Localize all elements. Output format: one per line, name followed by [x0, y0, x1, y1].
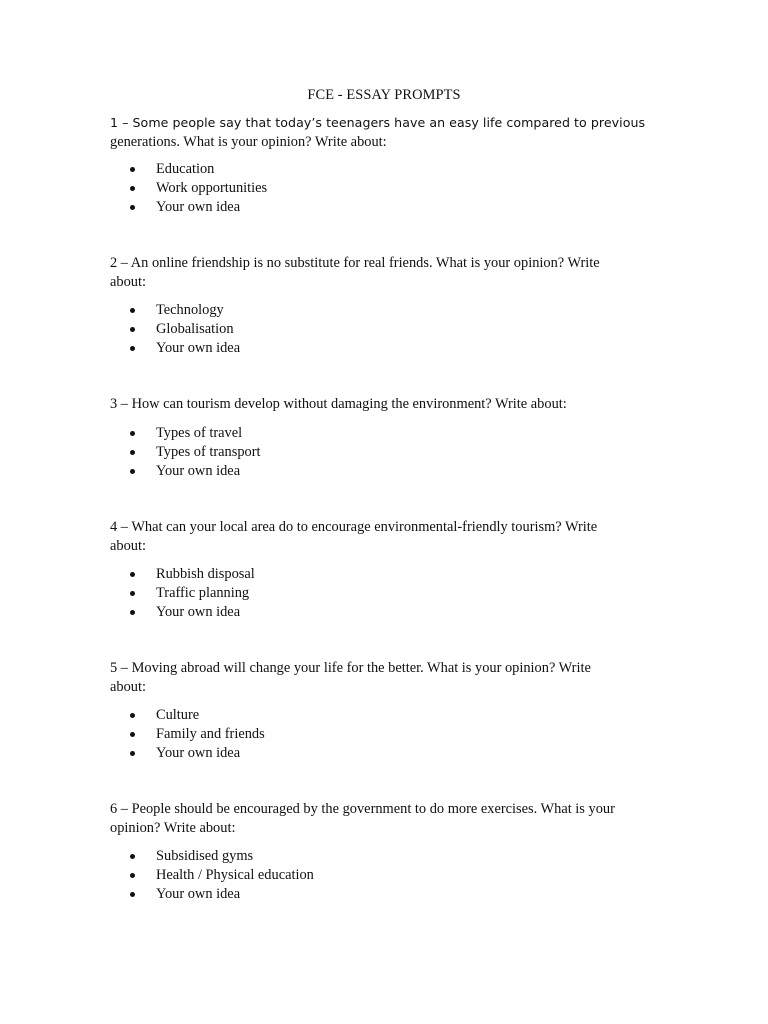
list-item: Health / Physical education — [130, 866, 314, 885]
prompt-1-line-2: generations. What is your opinion? Write about: — [110, 134, 387, 150]
bullet-icon — [130, 450, 135, 455]
list-item: Types of travel — [130, 424, 261, 443]
prompt-2-bullets — [130, 301, 240, 358]
list-item: Traffic planning — [130, 584, 255, 603]
bullet-icon — [130, 892, 135, 897]
bullet-icon — [130, 346, 135, 351]
bullet-icon — [130, 873, 135, 878]
prompt-5-line-1: 5 – Moving abroad will change your life for the better. What is your opinion? Write — [110, 660, 591, 676]
prompt-2-line-1: 2 – An online friendship is no substitute for real friends. What is your opinion? Write — [110, 255, 600, 271]
prompt-3-bullets — [130, 424, 261, 481]
bullet-icon — [130, 186, 135, 191]
prompt-4-line-1: 4 – What can your local area do to encourage environmental-friendly tourism? Write — [110, 519, 598, 535]
list-item: Your own idea — [130, 339, 240, 358]
list-item: Subsidised gyms — [130, 847, 314, 866]
bullet-icon — [130, 431, 135, 436]
prompt-6-line-1: 6 – People should be encouraged by the government to do more exercises. What is your — [110, 801, 615, 817]
list-item: Types of transport — [130, 443, 261, 462]
bullet-icon — [130, 713, 135, 718]
list-item: Culture — [130, 706, 265, 725]
bullet-icon — [130, 327, 135, 332]
prompt-5-line-2: about: — [110, 679, 146, 695]
prompt-2 — [110, 254, 650, 292]
list-item: Your own idea — [130, 885, 314, 904]
list-item: Work opportunities — [130, 179, 267, 198]
prompt-4 — [110, 518, 650, 556]
list-item: Your own idea — [130, 198, 267, 217]
list-item: Education — [130, 160, 267, 179]
bullet-icon — [130, 167, 135, 172]
prompt-3-line-1: 3 – How can tourism develop without damaging the environment? Write about: — [110, 396, 567, 412]
bullet-icon — [130, 308, 135, 313]
list-item: Your own idea — [130, 603, 255, 622]
list-item: Globalisation — [130, 320, 240, 339]
prompt-4-bullets — [130, 565, 255, 622]
bullet-icon — [130, 732, 135, 737]
bullet-icon — [130, 591, 135, 596]
bullet-icon — [130, 610, 135, 615]
bullet-icon — [130, 572, 135, 577]
prompt-1-line-1: 1 – Some people say that today’s teenagers have an easy life compared to previous — [110, 115, 646, 130]
bullet-icon — [130, 205, 135, 210]
page-title: FCE - ESSAY PROMPTS — [307, 87, 461, 103]
prompt-5-bullets — [130, 706, 265, 763]
bullet-icon — [130, 751, 135, 756]
list-item: Rubbish disposal — [130, 565, 255, 584]
list-item: Family and friends — [130, 725, 265, 744]
list-item: Technology — [130, 301, 240, 320]
list-item: Your own idea — [130, 462, 261, 481]
prompt-1-bullets — [130, 160, 267, 217]
list-item: Your own idea — [130, 744, 265, 763]
prompt-6-line-2: opinion? Write about: — [110, 820, 236, 836]
prompt-3 — [110, 395, 650, 414]
prompt-4-line-2: about: — [110, 538, 146, 554]
prompt-1 — [110, 113, 650, 152]
bullet-icon — [130, 854, 135, 859]
prompt-2-line-2: about: — [110, 274, 146, 290]
prompt-5 — [110, 659, 650, 697]
prompt-6-bullets — [130, 847, 314, 904]
bullet-icon — [130, 469, 135, 474]
prompt-6 — [110, 800, 650, 838]
